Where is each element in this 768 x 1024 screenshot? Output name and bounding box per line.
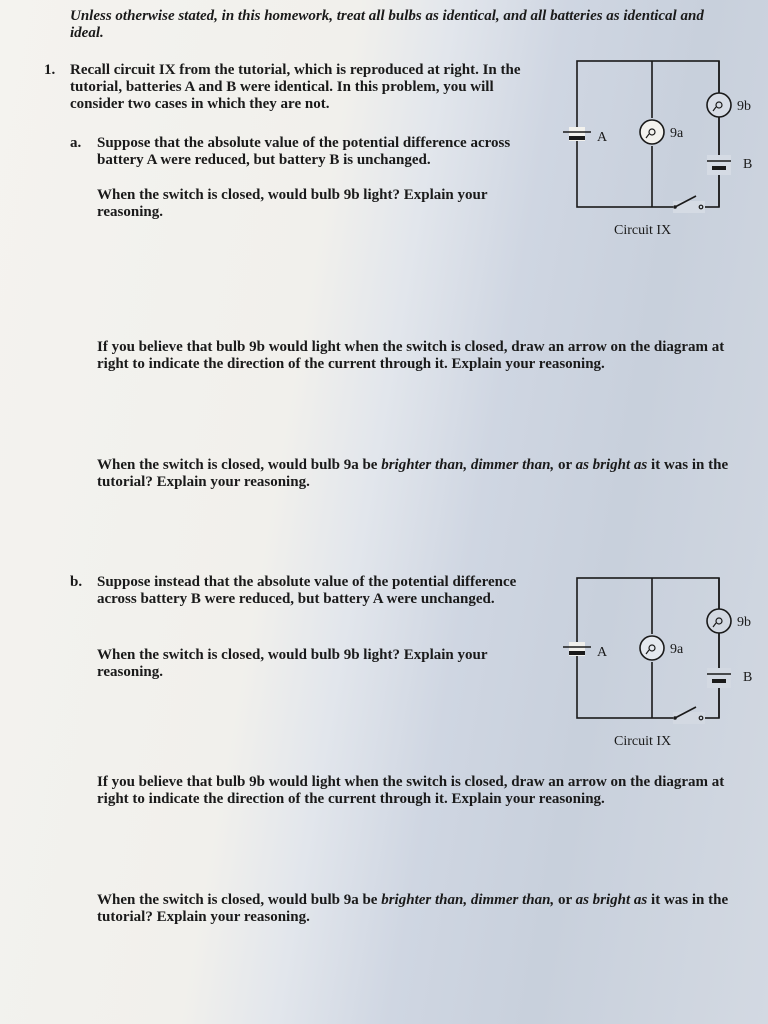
bulb-9b-symbol	[707, 609, 731, 633]
switch-symbol	[673, 196, 705, 213]
circuit-caption: Circuit IX	[614, 734, 672, 749]
part-a-question-1: When the switch is closed, would bulb 9b light? Explain your reasoning.	[97, 187, 488, 220]
bulb-9b-label: 9b	[737, 615, 751, 630]
battery-a-label: A	[597, 130, 608, 145]
battery-b-label: B	[743, 157, 753, 172]
part-a-label: a.	[70, 135, 82, 151]
bulb-9b-label: 9b	[737, 99, 751, 114]
part-b-label: b.	[70, 574, 83, 590]
question-1-prompt: Recall circuit IX from the tutorial, which is reproduced at right. In the tutorial, batteries A and B were identical. In this problem, you will consider two cases in which they are not.	[70, 62, 521, 112]
bulb-9a-label: 9a	[670, 642, 684, 657]
battery-b-label: B	[743, 670, 753, 685]
circuit-caption: Circuit IX	[614, 223, 672, 238]
part-a-question-2: If you believe that bulb 9b would light when the switch is closed, draw an arrow on the diagram at right to indicate the direction of the current through it. Explain your reasoning.	[97, 339, 725, 372]
part-b-prompt: Suppose instead that the absolute value of the potential difference across battery B were reduced, but battery A were unchanged.	[97, 574, 517, 607]
instructions-text: Unless otherwise stated, in this homework, treat all bulbs as identical, and all batteries as identical and ideal.	[70, 8, 704, 41]
part-b-question-3: When the switch is closed, would bulb 9a be brighter than, dimmer than, or as bright as it was in the tutorial? Explain your reasoning.	[97, 892, 729, 925]
part-b-question-2: If you believe that bulb 9b would light when the switch is closed, draw an arrow on the diagram at right to indicate the direction of the current through it. Explain your reasoning.	[97, 774, 725, 807]
circuit-ix-diagram-a	[555, 55, 765, 245]
part-b-question-1: When the switch is closed, would bulb 9b light? Explain your reasoning.	[97, 647, 488, 680]
part-a-prompt: Suppose that the absolute value of the potential difference across battery A were reduced, but battery B is unchanged.	[97, 135, 511, 168]
bulb-9a-symbol	[640, 636, 664, 660]
switch-symbol	[673, 707, 705, 724]
bulb-9a-label: 9a	[670, 126, 684, 141]
battery-b-symbol	[707, 155, 731, 175]
circuit-ix-diagram-b	[555, 572, 765, 762]
battery-a-symbol	[563, 642, 591, 656]
battery-b-symbol	[707, 668, 731, 688]
bulb-9a-symbol	[640, 120, 664, 144]
battery-a-label: A	[597, 645, 608, 660]
battery-a-symbol	[563, 127, 591, 141]
bulb-9b-symbol	[707, 93, 731, 117]
part-a-question-3: When the switch is closed, would bulb 9a be brighter than, dimmer than, or as bright as it was in the tutorial? Explain your reasoning.	[97, 457, 729, 490]
question-number: 1.	[44, 62, 56, 78]
